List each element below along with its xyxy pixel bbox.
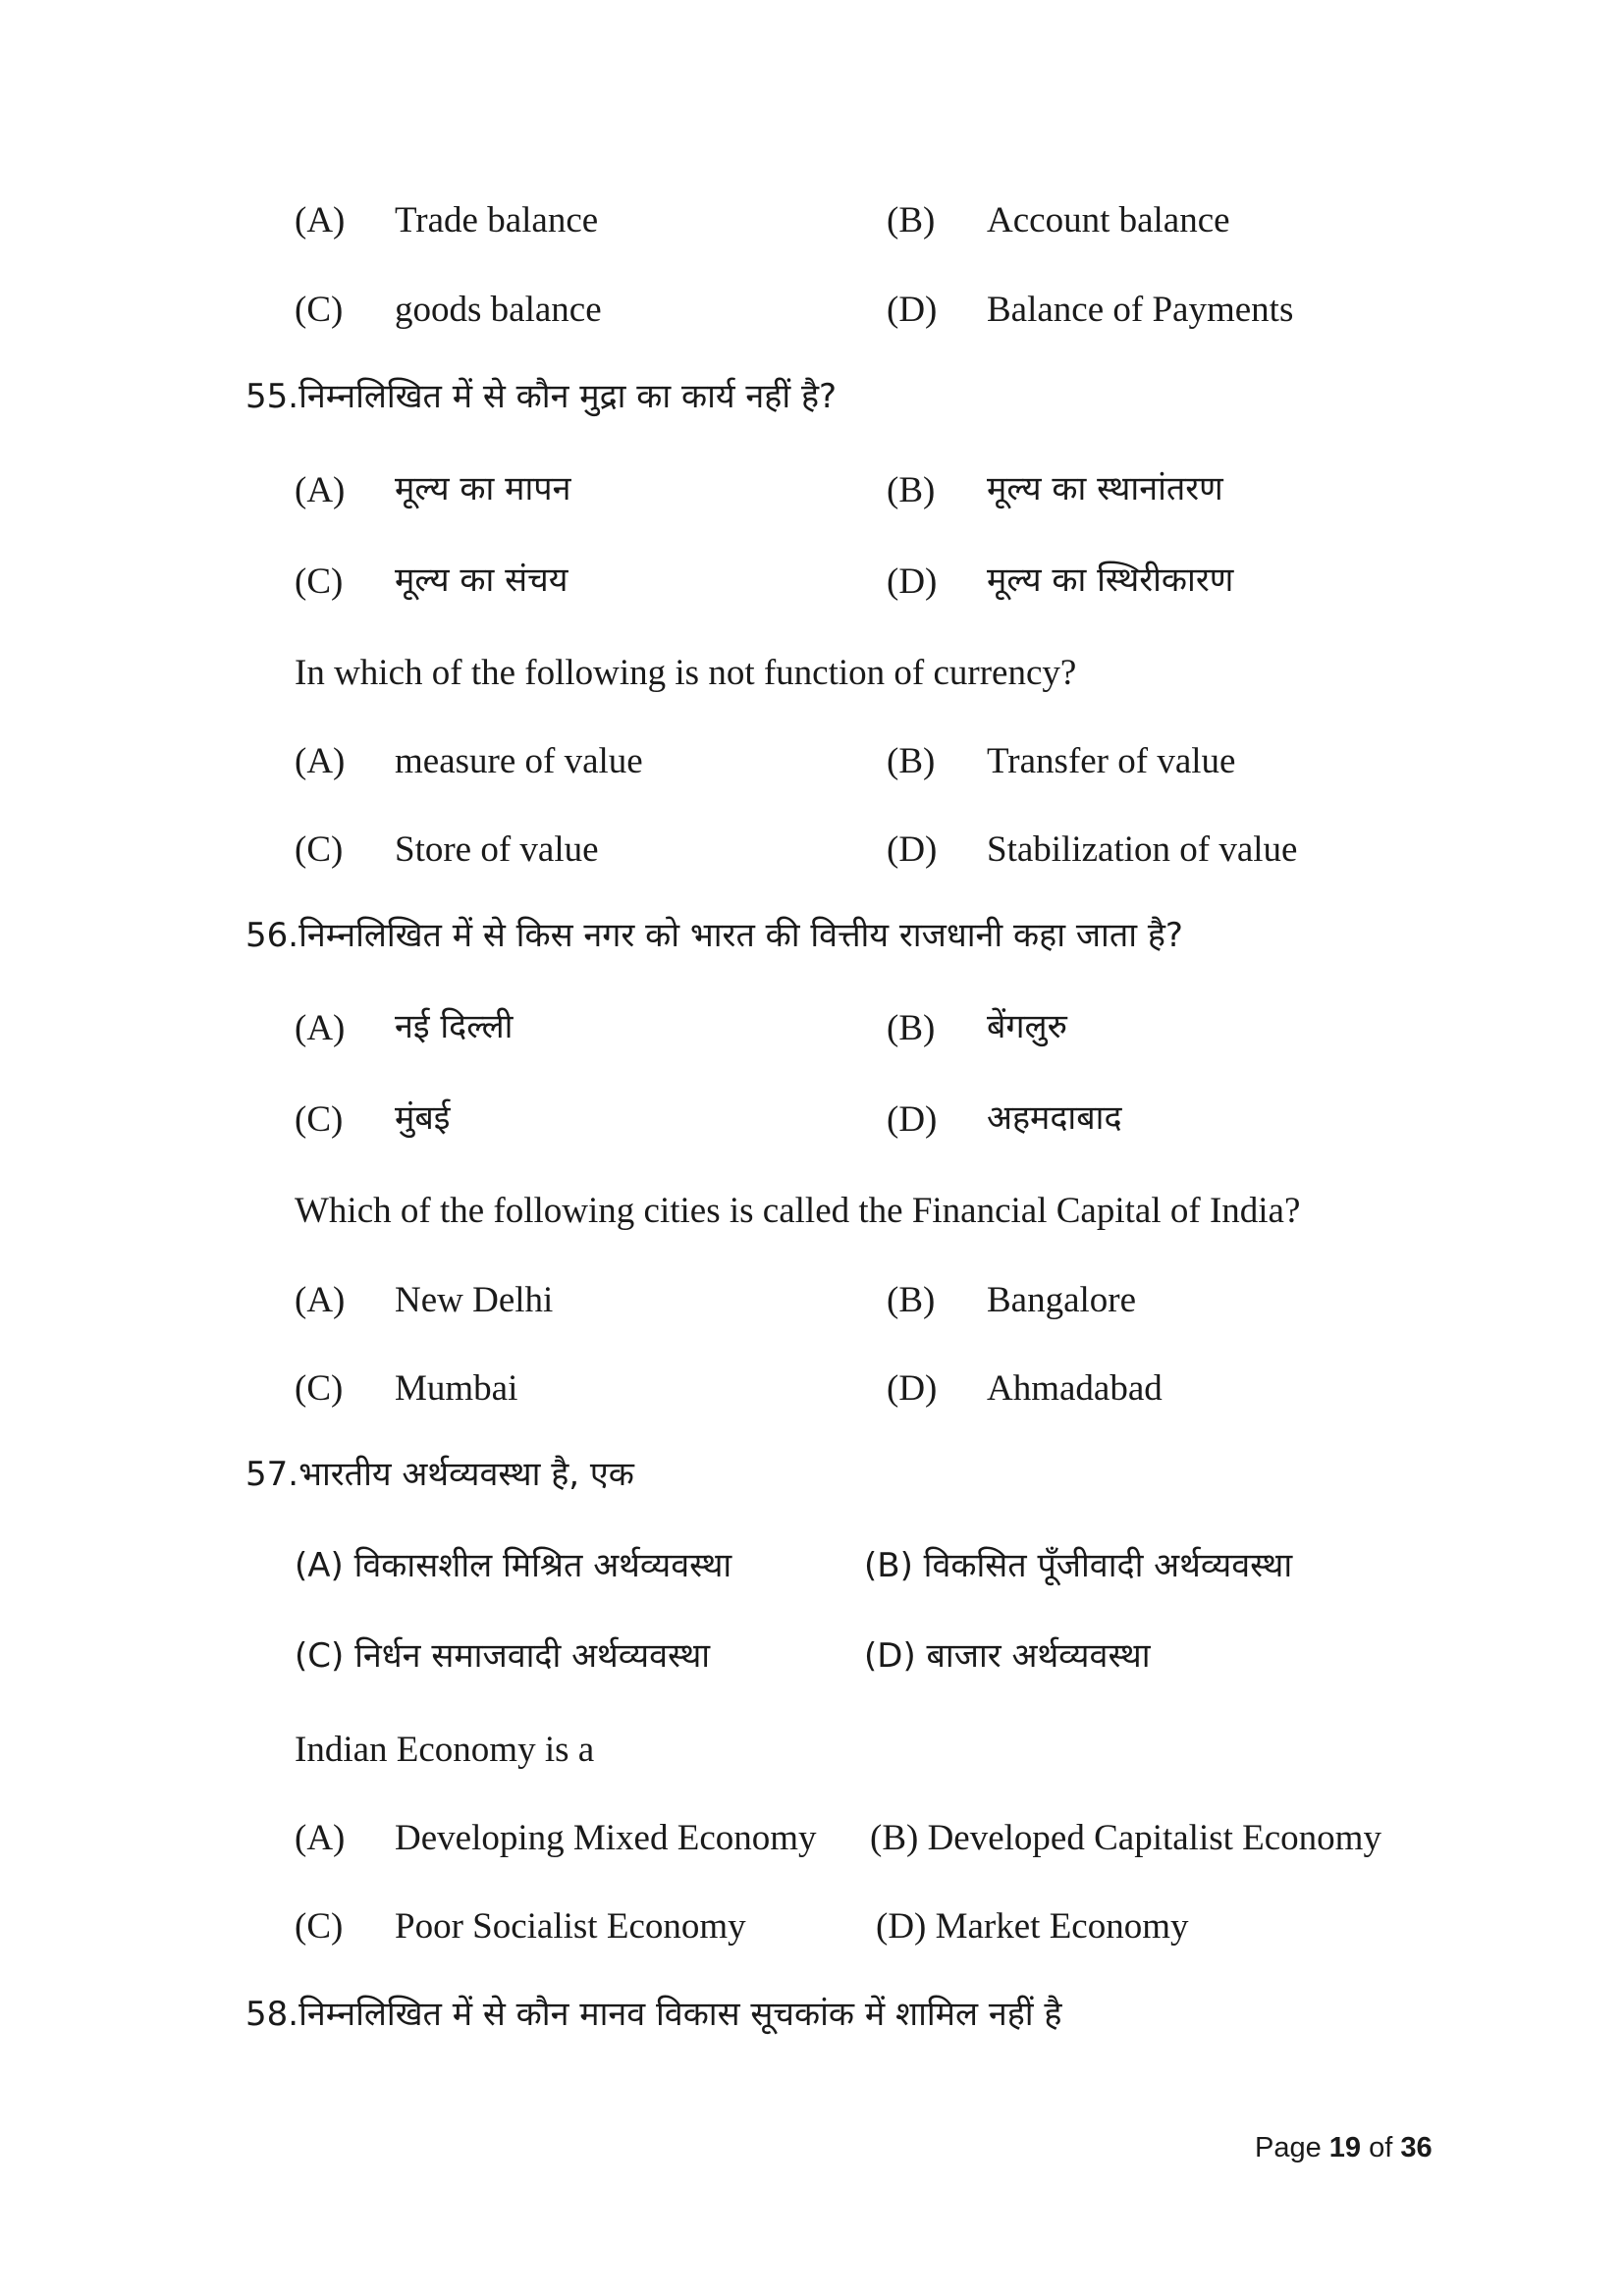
option-label: (B): [887, 200, 936, 240]
option-text: मूल्य का स्थिरीकारण: [987, 561, 1234, 600]
page-total: 36: [1400, 2132, 1433, 2163]
page-prefix: Page: [1255, 2132, 1322, 2163]
option-label: (D): [887, 1099, 938, 1140]
option-label: (D): [887, 561, 938, 602]
option-text: Transfer of value: [987, 741, 1236, 781]
option-text: Stabilization of value: [987, 829, 1298, 870]
option-label: (C): [295, 829, 344, 870]
option-label: (C): [295, 1906, 344, 1947]
option-text: Developing Mixed Economy: [395, 1818, 817, 1858]
option-text: अहमदाबाद: [987, 1098, 1122, 1138]
option-label: (B): [887, 1280, 936, 1320]
option-text: Bangalore: [987, 1280, 1137, 1320]
option-label: (B): [887, 470, 936, 510]
option-label: (D): [887, 290, 938, 330]
option-label: (A): [295, 1008, 346, 1048]
option-text: (D) Market Economy: [876, 1906, 1189, 1947]
option-label: (C): [295, 1368, 344, 1409]
option-label: (D): [887, 829, 938, 870]
option-label: (C): [295, 561, 344, 602]
option-label: (C): [295, 290, 344, 330]
question-english: In which of the following is not function of currency?: [295, 653, 1077, 693]
option-text: बेंगलुरु: [987, 1007, 1067, 1046]
option-text: (A) विकासशील मिश्रित अर्थव्यवस्था: [295, 1546, 732, 1585]
option-text: मूल्य का संचय: [395, 561, 568, 600]
question-english: Which of the following cities is called the Financial Capital of India?: [295, 1191, 1301, 1231]
question-hindi: 55.निम्नलिखित में से कौन मुद्रा का कार्य नहीं है?: [245, 377, 838, 416]
page-of: of: [1369, 2132, 1393, 2163]
option-text: Poor Socialist Economy: [395, 1906, 746, 1947]
option-text: (B) Developed Capitalist Economy: [870, 1818, 1381, 1858]
option-text: मूल्य का स्थानांतरण: [987, 469, 1223, 508]
question-hindi: 58.निम्नलिखित में से कौन मानव विकास सूचकांक में शामिल नहीं है: [245, 1995, 1062, 2034]
option-text: Balance of Payments: [987, 290, 1294, 330]
option-text: Account balance: [987, 200, 1230, 240]
option-text: (B) विकसित पूँजीवादी अर्थव्यवस्था: [864, 1546, 1293, 1585]
option-text: मूल्य का मापन: [395, 469, 571, 508]
option-label: (A): [295, 1818, 346, 1858]
question-hindi: 56.निम्नलिखित में से किस नगर को भारत की वित्तीय राजधानी कहा जाता है?: [245, 916, 1183, 955]
option-label: (D): [887, 1368, 938, 1409]
option-text: Ahmadabad: [987, 1368, 1163, 1409]
option-text: Trade balance: [395, 200, 599, 240]
question-hindi: 57.भारतीय अर्थव्यवस्था है, एक: [245, 1455, 634, 1494]
option-label: (C): [295, 1099, 344, 1140]
option-text: goods balance: [395, 290, 602, 330]
option-text: New Delhi: [395, 1280, 554, 1320]
option-label: (A): [295, 741, 346, 781]
option-text: नई दिल्ली: [395, 1007, 514, 1046]
option-text: (D) बाजार अर्थव्यवस्था: [864, 1636, 1151, 1676]
option-label: (A): [295, 1280, 346, 1320]
option-text: मुंबई: [395, 1098, 451, 1138]
option-label: (B): [887, 1008, 936, 1048]
page-current: 19: [1328, 2132, 1362, 2163]
question-english: Indian Economy is a: [295, 1730, 595, 1770]
page-number: [1255, 2132, 1433, 2164]
option-text: Mumbai: [395, 1368, 518, 1409]
option-text: (C) निर्धन समाजवादी अर्थव्यवस्था: [295, 1636, 711, 1676]
option-text: measure of value: [395, 741, 643, 781]
option-label: (B): [887, 741, 936, 781]
option-label: (A): [295, 200, 346, 240]
option-text: Store of value: [395, 829, 599, 870]
option-label: (A): [295, 470, 346, 510]
